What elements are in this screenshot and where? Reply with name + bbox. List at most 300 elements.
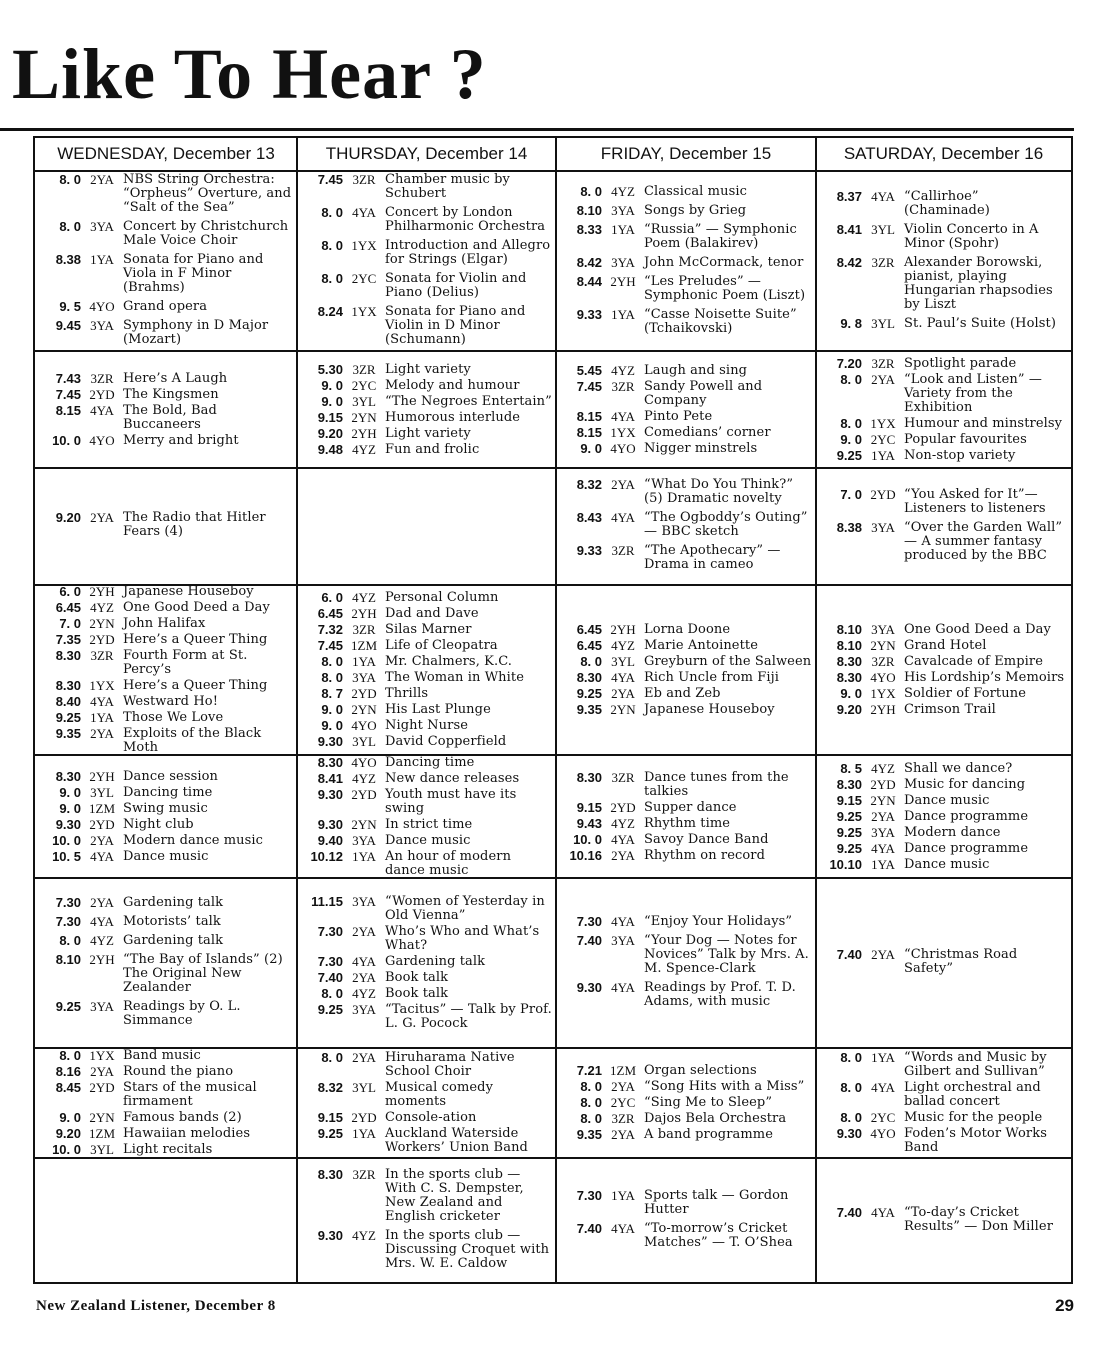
entry-time: 8. 0	[580, 1095, 602, 1110]
entry-time: 7.40	[836, 1204, 862, 1220]
entry-station: 1ZM	[610, 1063, 636, 1078]
programme-entry	[43, 404, 293, 432]
page-number: 29	[1055, 1296, 1074, 1315]
entry-programme: Those We Love	[123, 710, 224, 725]
programme-entry	[305, 955, 552, 969]
entry-station: 1ZM	[89, 800, 115, 816]
entry-programme: Readings by Prof. T. D. Adams, with music	[644, 979, 796, 1009]
entry-station: 2YH	[89, 768, 115, 784]
programme-cell	[556, 1158, 816, 1284]
entry-programme: An hour of modern dance music	[385, 848, 512, 878]
entry-time: 9.35	[576, 1127, 602, 1142]
programme-entry	[43, 220, 293, 248]
entry-programme: Non-stop variety	[904, 447, 1016, 463]
programme-entry	[43, 727, 293, 755]
programme-cell	[297, 1158, 556, 1284]
programme-entry	[564, 426, 812, 440]
entry-station: 2YH	[351, 425, 377, 441]
entry-station: 1YX	[610, 424, 636, 440]
entry-time: 8.45	[55, 1080, 81, 1095]
programme-entry	[305, 655, 552, 669]
entry-time: 9.25	[55, 998, 81, 1014]
entry-time: 7.40	[836, 946, 862, 962]
entry-programme: Swing music	[123, 800, 208, 816]
programme-entry	[305, 772, 552, 786]
entry-programme: Sonata for Piano and Violin in D Minor (Schumann)	[385, 304, 526, 347]
entry-station: 3YA	[352, 894, 376, 909]
programme-entry	[564, 380, 812, 408]
entry-station: 1YA	[90, 252, 114, 267]
entry-station: 1YA	[352, 848, 376, 864]
entry-station: 4YO	[870, 670, 896, 685]
entry-time: 9. 0	[321, 718, 343, 733]
entry-time: 9.25	[317, 1126, 343, 1141]
entry-time: 8. 0	[321, 238, 343, 253]
entry-station: 4YA	[611, 1221, 635, 1236]
entry-time: 9.43	[576, 815, 602, 831]
entry-programme: Musical comedy moments	[385, 1080, 494, 1109]
entry-station: 1YX	[870, 415, 896, 431]
programme-entry	[824, 623, 1067, 637]
programme-entry	[824, 433, 1067, 447]
programme-entry	[564, 1064, 812, 1078]
entry-time: 8. 0	[321, 654, 343, 669]
entry-programme: “You Asked for It”— Listeners to listeners	[904, 486, 1046, 516]
entry-time: 7.45	[317, 172, 343, 187]
programme-entry	[564, 256, 812, 270]
entry-time: 8. 0	[580, 183, 602, 199]
entry-time: 8.42	[576, 254, 602, 270]
entry-programme: Here’s a Queer Thing	[123, 632, 268, 647]
entry-station: 2YN	[89, 1110, 115, 1125]
entry-station: 2YN	[351, 816, 377, 832]
entry-time: 8.30	[55, 768, 81, 784]
programme-cell	[297, 1048, 556, 1158]
entry-station: 3YA	[90, 318, 114, 333]
entry-programme: One Good Deed a Day	[123, 600, 270, 615]
programme-entry	[824, 778, 1067, 792]
programme-entry	[564, 639, 812, 653]
programme-cell	[35, 172, 297, 351]
entry-time: 8.30	[836, 776, 862, 792]
entry-programme: Dancing time	[385, 754, 475, 770]
entry-programme: “To-morrow’s Cricket Matches” — T. O’Shea	[644, 1221, 793, 1250]
entry-programme: Grand Hotel	[904, 638, 987, 653]
entry-time: 8.37	[836, 188, 862, 204]
entry-time: 9.25	[55, 710, 81, 725]
entry-station: 4YA	[611, 913, 635, 929]
entry-programme: Westward Ho!	[123, 694, 219, 709]
programme-entry	[564, 703, 812, 717]
programme-entry	[43, 633, 293, 647]
programme-entry	[564, 801, 812, 815]
entry-station: 2YH	[870, 702, 896, 717]
programme-entry	[824, 1206, 1067, 1234]
entry-station: 4YA	[871, 840, 895, 856]
entry-station: 1YX	[870, 686, 896, 701]
entry-programme: Crimson Trail	[904, 702, 996, 717]
entry-programme: Eb and Zeb	[644, 686, 721, 701]
programme-entry	[43, 585, 293, 599]
entry-time: 7. 0	[59, 616, 81, 631]
programme-entry	[824, 449, 1067, 463]
programme-entry	[824, 858, 1067, 872]
entry-time: 7.30	[576, 913, 602, 929]
entry-station: 1YA	[871, 1050, 895, 1065]
entry-programme: Dancing time	[123, 784, 213, 800]
entry-programme: Dance tunes from the talkies	[644, 769, 789, 799]
entry-programme: One Good Deed a Day	[904, 622, 1051, 637]
entry-programme: Rhythm on record	[644, 847, 766, 863]
programme-cell	[816, 585, 1071, 755]
programme-cell	[297, 878, 556, 1048]
programme-entry	[43, 173, 293, 215]
programme-entry	[43, 1000, 293, 1028]
entry-station: 2YA	[352, 1050, 376, 1065]
entry-programme: Supper dance	[644, 799, 737, 815]
entry-station: 4YZ	[352, 441, 376, 457]
programme-entry	[564, 915, 812, 929]
entry-programme: Soldier of Fortune	[904, 686, 1026, 701]
entry-programme: Music for dancing	[904, 776, 1026, 792]
entry-programme: In the sports club — Discussing Croquet with Mrs. W. E. Caldow	[385, 1228, 550, 1271]
programme-entry	[564, 410, 812, 424]
entry-time: 9. 0	[580, 440, 602, 456]
entry-time: 8.38	[55, 252, 81, 267]
programme-entry	[564, 364, 812, 378]
programme-entry	[305, 305, 552, 347]
entry-time: 8.43	[576, 510, 602, 525]
entry-programme: Melody and humour	[385, 377, 520, 393]
programme-entry	[305, 687, 552, 701]
entry-time: 9.20	[55, 1126, 81, 1141]
entry-programme: Dance music	[385, 832, 471, 848]
entry-programme: Music for the people	[904, 1110, 1043, 1125]
entry-time: 8.40	[55, 694, 81, 709]
entry-programme: Grand opera	[123, 299, 208, 314]
entry-programme: Rhythm time	[644, 815, 731, 831]
programme-entry	[564, 185, 812, 199]
entry-station: 2YC	[351, 271, 377, 286]
entry-time: 9.35	[55, 726, 81, 741]
programme-cell	[556, 1048, 816, 1158]
entry-programme: Dance music	[904, 792, 990, 808]
entry-programme: Chamber music by Schubert	[385, 172, 510, 201]
entry-time: 8.32	[317, 1080, 343, 1095]
entry-time: 8. 0	[840, 1050, 862, 1065]
entry-time: 8. 0	[321, 670, 343, 685]
entry-station: 2YD	[351, 1110, 377, 1125]
entry-station: 3ZR	[611, 769, 635, 785]
entry-station: 2YA	[611, 847, 635, 863]
programme-entry	[564, 478, 812, 506]
programme-cell	[556, 351, 816, 468]
entry-station: 2YA	[352, 924, 376, 939]
entry-programme: Shall we dance?	[904, 760, 1013, 776]
programme-entry	[824, 703, 1067, 717]
entry-station: 2YH	[610, 622, 636, 637]
entry-time: 8.30	[576, 769, 602, 785]
entry-station: 3YA	[352, 832, 376, 848]
entry-station: 2YD	[610, 799, 636, 815]
programme-cell	[35, 468, 297, 585]
entry-station: 3YA	[352, 1002, 376, 1017]
entry-programme: Light orchestral and ballad concert	[904, 1080, 1041, 1109]
entry-programme: Marie Antoinette	[644, 638, 759, 653]
programme-entry	[43, 511, 293, 539]
entry-programme: Night Nurse	[385, 718, 469, 733]
entry-time: 9.15	[576, 799, 602, 815]
programme-cell	[816, 1158, 1071, 1284]
entry-programme: Concert by Christchurch Male Voice Choir	[123, 219, 289, 248]
entry-station: 3YA	[611, 932, 635, 948]
entry-programme: Stars of the musical firmament	[123, 1080, 257, 1109]
programme-cell	[35, 755, 297, 878]
programme-entry	[43, 649, 293, 677]
entry-station: 4YZ	[871, 760, 895, 776]
entry-programme: Gardening talk	[123, 894, 224, 910]
programme-entry	[305, 895, 552, 923]
entry-time: 9. 8	[840, 315, 862, 331]
programme-cell	[297, 351, 556, 468]
entry-station: 2YC	[870, 431, 896, 447]
entry-station: 4YZ	[352, 770, 376, 786]
entry-programme: In the sports club — With C. S. Dempster, New Zealand and English cricketer	[385, 1167, 524, 1224]
entry-time: 9.25	[317, 1002, 343, 1017]
entry-programme: “Words and Music by Gilbert and Sullivan”	[904, 1050, 1047, 1079]
programme-entry	[824, 826, 1067, 840]
entry-programme: Modern dance music	[123, 832, 264, 848]
entry-station: 3YA	[90, 219, 114, 234]
programme-entry	[305, 427, 552, 441]
entry-programme: NBS String Orchestra: “Orpheus” Overture, and “Salt of the Sea”	[123, 172, 292, 215]
entry-time: 9. 0	[840, 686, 862, 701]
entry-programme: Sandy Powell and Company	[644, 378, 763, 408]
entry-programme: Famous bands (2)	[123, 1110, 242, 1125]
entry-time: 8.24	[317, 304, 343, 319]
programme-entry	[43, 1081, 293, 1109]
programme-entry	[305, 925, 552, 953]
entry-programme: Symphony in D Major (Mozart)	[123, 318, 269, 347]
entry-station: 4YA	[90, 694, 114, 709]
entry-station: 4YO	[870, 1126, 896, 1141]
programme-entry	[824, 521, 1067, 563]
programme-entry	[564, 817, 812, 831]
programme-entry	[824, 1051, 1067, 1079]
programme-entry	[305, 850, 552, 878]
entry-programme: Light variety	[385, 425, 471, 441]
entry-time: 9.20	[317, 425, 343, 441]
entry-station: 4YZ	[611, 362, 635, 378]
entry-programme: Dance programme	[904, 808, 1029, 824]
entry-time: 5.45	[576, 362, 602, 378]
entry-time: 8. 0	[59, 1048, 81, 1063]
entry-station: 1YA	[871, 856, 895, 872]
entry-programme: Light recitals	[123, 1142, 213, 1157]
programme-entry	[43, 850, 293, 864]
entry-time: 9.30	[576, 979, 602, 995]
programme-entry	[305, 623, 552, 637]
entry-station: 1YA	[611, 1188, 635, 1203]
entry-station: 3ZR	[611, 1111, 635, 1126]
entry-programme: “Women of Yesterday in Old Vienna”	[385, 894, 545, 923]
programme-entry	[564, 442, 812, 456]
entry-station: 2YA	[871, 808, 895, 824]
entry-station: 2YA	[611, 686, 635, 701]
entry-time: 9.20	[836, 702, 862, 717]
entry-station: 2YA	[90, 172, 114, 187]
entry-programme: Cavalcade of Empire	[904, 654, 1044, 669]
entry-station: 3YA	[871, 622, 895, 637]
entry-programme: In strict time	[385, 816, 473, 832]
entry-time: 7. 0	[840, 486, 862, 502]
entry-time: 10. 0	[52, 432, 81, 448]
entry-station: 4YO	[89, 432, 115, 448]
entry-time: 9.25	[836, 840, 862, 856]
entry-programme: Popular favourites	[904, 431, 1027, 447]
programme-entry	[564, 671, 812, 685]
programme-entry	[564, 623, 812, 637]
entry-time: 8.30	[317, 1167, 343, 1182]
programme-entry	[43, 1143, 293, 1157]
programme-entry	[43, 934, 293, 948]
entry-time: 10. 0	[573, 831, 602, 847]
entry-station: 4YO	[610, 440, 636, 456]
entry-station: 4YA	[90, 848, 114, 864]
entry-time: 8.33	[576, 221, 602, 237]
entry-time: 9. 0	[59, 1110, 81, 1125]
entry-programme: Book talk	[385, 986, 449, 1001]
entry-programme: His Lordship’s Memoirs	[904, 670, 1065, 685]
entry-station: 4YA	[352, 205, 376, 220]
day-header-thursday: THURSDAY, December 14	[297, 138, 556, 172]
entry-time: 9. 0	[59, 784, 81, 800]
entry-time: 8.41	[317, 770, 343, 786]
entry-station: 1YA	[90, 710, 114, 725]
entry-station: 4YA	[90, 913, 114, 929]
entry-programme: David Copperfield	[385, 734, 507, 749]
entry-time: 8.15	[576, 408, 602, 424]
entry-time: 9.40	[317, 832, 343, 848]
entry-time: 9.33	[576, 543, 602, 558]
entry-time: 7.40	[576, 932, 602, 948]
programme-entry	[824, 671, 1067, 685]
programme-entry	[824, 256, 1067, 312]
programme-cell	[297, 172, 556, 351]
programme-entry	[564, 1128, 812, 1142]
entry-station: 3ZR	[90, 370, 114, 386]
entry-programme: Sonata for Piano and Viola in F Minor (Brahms)	[123, 252, 264, 295]
programme-entry	[43, 818, 293, 832]
entry-time: 9.15	[836, 792, 862, 808]
entry-programme: “Callirhoe” (Chaminade)	[904, 188, 990, 218]
programme-entry	[305, 788, 552, 816]
entry-station: 4YZ	[611, 638, 635, 653]
entry-programme: New dance releases	[385, 770, 520, 786]
entry-time: 7.45	[576, 378, 602, 394]
programme-cell	[556, 878, 816, 1048]
entry-station: 4YA	[611, 979, 635, 995]
entry-station: 2YD	[870, 776, 896, 792]
entry-programme: “Your Dog — Notes for Novices” Talk by Mrs. A. M. Spence-Clark	[644, 932, 809, 976]
entry-time: 9.15	[317, 1110, 343, 1125]
entry-time: 9. 0	[840, 431, 862, 447]
entry-programme: Japanese Houseboy	[123, 584, 254, 599]
entry-time: 8.30	[55, 648, 81, 663]
programme-entry	[564, 544, 812, 572]
entry-station: 2YA	[871, 946, 895, 962]
entry-time: 7.45	[317, 638, 343, 653]
programme-entry	[305, 1168, 552, 1224]
entry-time: 8.30	[836, 670, 862, 685]
entry-station: 4YO	[351, 718, 377, 733]
footer-publication: New Zealand Listener, December 8	[36, 1298, 276, 1314]
entry-programme: Youth must have its swing	[385, 786, 517, 816]
programme-entry	[305, 607, 552, 621]
entry-station: 3ZR	[611, 378, 635, 394]
entry-time: 8. 0	[59, 219, 81, 234]
entry-time: 8. 0	[840, 1080, 862, 1095]
entry-time: 8.16	[55, 1064, 81, 1079]
entry-station: 2YN	[351, 409, 377, 425]
entry-station: 4YA	[611, 408, 635, 424]
entry-programme: Dance session	[123, 768, 219, 784]
programme-grid	[33, 136, 1073, 1284]
entry-station: 2YD	[89, 632, 115, 647]
programme-entry	[564, 204, 812, 218]
programme-entry	[43, 253, 293, 295]
programme-entry	[43, 388, 293, 402]
programme-cell	[556, 585, 816, 755]
programme-entry	[305, 1127, 552, 1155]
programme-entry	[305, 1051, 552, 1079]
programme-entry	[305, 987, 552, 1001]
entry-time: 8. 0	[840, 371, 862, 387]
entry-programme: Spotlight parade	[904, 355, 1017, 371]
entry-time: 8. 0	[321, 1050, 343, 1065]
entry-station: 3YA	[90, 998, 114, 1014]
entry-programme: Fourth Form at St. Percy’s	[123, 648, 248, 677]
entry-station: 2YA	[90, 894, 114, 910]
entry-station: 4YO	[351, 754, 377, 770]
entry-programme: Rich Uncle from Fiji	[644, 670, 780, 685]
entry-station: 1YX	[89, 1048, 115, 1063]
entry-time: 9. 5	[59, 299, 81, 314]
entry-station: 3YA	[611, 202, 635, 218]
entry-programme: Japanese Houseboy	[644, 702, 775, 717]
entry-time: 7.45	[55, 386, 81, 402]
entry-time: 9.35	[576, 702, 602, 717]
entry-programme: Thrills	[385, 686, 429, 701]
entry-time: 9.48	[317, 441, 343, 457]
entry-programme: The Bold, Bad Buccaneers	[123, 402, 217, 432]
entry-time: 8. 0	[580, 654, 602, 669]
entry-time: 8.42	[836, 254, 862, 270]
entry-station: 2YC	[351, 377, 377, 393]
programme-cell	[816, 172, 1071, 351]
entry-time: 9.30	[317, 786, 343, 802]
programme-cell	[35, 1048, 297, 1158]
entry-station: 4YA	[871, 1204, 895, 1220]
entry-time: 8.10	[576, 202, 602, 218]
entry-station: 1YX	[351, 304, 377, 319]
entry-programme: The Radio that Hitler Fears (4)	[123, 510, 266, 539]
entry-time: 10. 0	[52, 832, 81, 848]
programme-entry	[564, 771, 812, 799]
entry-programme: “Russia” — Symphonic Poem (Balakirev)	[644, 221, 797, 251]
entry-station: 3ZR	[611, 543, 635, 558]
programme-cell	[35, 878, 297, 1048]
